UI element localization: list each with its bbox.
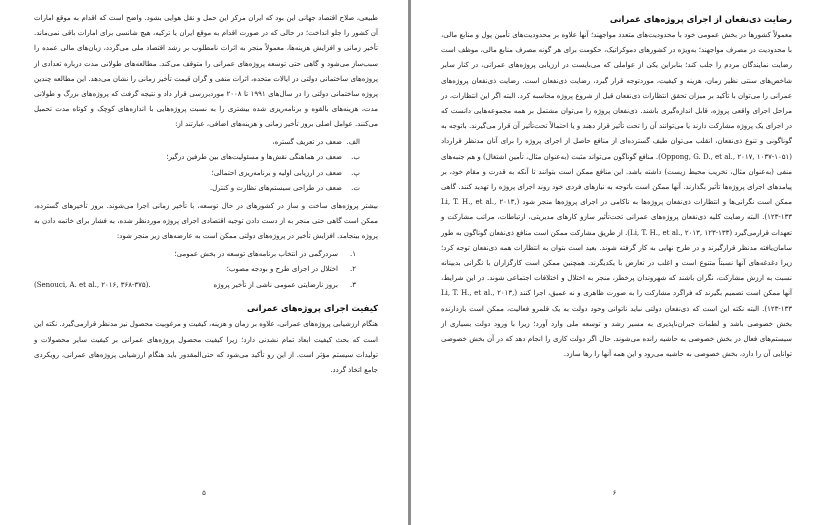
list-item-text: سردرگمی در انتخاب برنامه‌های توسعه در بخش عمومی؛ [174, 249, 338, 258]
document-page-left [0, 0, 408, 525]
list-item-text: اختلال در اجرای طرح و بودجه مصوب؛ [226, 265, 338, 274]
consequences-list [34, 247, 378, 294]
list-marker: ۳. [350, 280, 356, 289]
page-number: ۶ [612, 489, 617, 497]
list-item-text: ضعف در هماهنگی نقش‌ها و مسئولیت‌های بین طرفین درگیر؛ [166, 153, 342, 162]
list-item-text: بروز نارضایتی عمومی ناشی از تأخیر پروژه [213, 280, 338, 289]
section-heading-stakeholders: رضایت ذی‌نفعان از اجرای پروژه‌های عمرانی [609, 14, 792, 24]
list-marker: ت. [351, 184, 360, 193]
list-item [34, 181, 378, 197]
list-item [34, 135, 378, 151]
list-marker: ۱. [350, 249, 356, 258]
document-page-right [411, 0, 818, 525]
page-number: ۵ [202, 489, 206, 497]
list-item-text: ضعف در ارزیابی اولیه و برنامه‌ریزی احتمالی؛ [211, 168, 342, 177]
list-item [34, 262, 378, 278]
list-marker: پ. [351, 168, 360, 177]
delay-factors-list [34, 135, 378, 197]
citation: (Senouci, A. et al., ۲۰۱۶, ۳۶۸-۳۷۵). [34, 280, 151, 289]
list-item-text: ضعف در تعریف گستره، [272, 137, 342, 146]
paragraph-quality: هنگام ارزشیابی پروژه‌های عمرانی، علاوه بر زمان و هزینه، کیفیت و مرغوبیت محصول نیز مدنظر قرارمی‌گیرد. نکته این است که بحث کیفیت ابعاد تمام نشدنی دارد؛ زیرا کیفیت محصول پروژه‌های عمرانی بر کیفیت سایر محصولات و تولیدات سیستم مؤثر است. از این رو تأکید می‌شود که حتی‌المقدور باید هنگام ارزشیابی پروژه‌های عمرانی، رویکردی جامع اتخاذ گردد. [34, 320, 378, 374]
list-marker: ۲. [350, 265, 356, 274]
paragraph-intro: طبیعی، صلاح اقتصاد جهانی این بود که ایران مرکز این حمل و نقل هوایی بشود. واضح است که اقدام به موقع امارات آن کشور را جلو انداخت؛ در حالی که در صورت اقدام به موقع ایران یا ترکیه، هیچ شانسی برای امارات باقی نمی‌ماند. تأخیر زمانی و افزایش هزینه‌ها، معمولاً منجر به اثرات نامطلوب بر رشد اقتصاد ملی می‌گردد، زیان‌های مالی عمده را سبب‌ساز می‌شود و گاهی حتی توسعه پروژه‌های عمرانی را متوقف می‌کند. مطالعه‌های طولانی مدت درباره تعدادی از پروژه‌های ساختمانی دولتی در ایالات متحده، اثرات منفی و گران قیمت تأخیر زمانی را نشان می‌دهد. این مطالعه چندین پروژه ساختمانی دولتی را در سال‌های ۱۹۹۱ تا ۲۰۰۸ موردبررسی قرار داد و نتیجه گرفت که پروژه‌های بزرگ و طولانی مدت، هزینه‌های بالقوه و برنامه‌ریزی شده بیشتری را به نسبت پروژه‌هایی با اندازه‌های کوچک و کوتاه مدت تحمیل می‌کنند. عوامل اصلی بروز تأخیر زمانی و هزینه‌های اضافی، عبارتند از: [34, 14, 379, 129]
list-item [34, 278, 378, 294]
list-item [34, 150, 378, 166]
list-marker: الف. [346, 137, 360, 146]
paragraph-delay-consequences: بیشتر پروژه‌های ساخت و ساز در کشورهای در حال توسعه، با تأخیر زمانی اجرا می‌شوند. بروز تأخیرهای گسترده، ممکن است گاهی حتی منجر به از دست دادن توجیه اقتصادی اجرای پروژه موردنظر شده، به فشار برای خاتمه دادن به پروژه بینجامد. افزایش تأخیر در پروژه‌های دولتی ممکن است به عارضه‌های زیر منجر شود: [34, 202, 378, 241]
list-item [34, 166, 378, 182]
paragraph-stakeholders: معمولاً کشورها در بخش عمومی خود با محدودیت‌های متعدد مواجهند؛ آنها علاوه بر محدودیت‌های تأمین پول و منابع مالی، با محدودیت در مصرف مواجهند؛ به‌ویژه در کشورهای دموکراتیک، حکومت برای هر گونه مصرف منابع مالی، موظف است رضایت نمایندگان مردم را جلب کند؛ بنابراین یکی از عواملی که می‌بایست در ارزیابی پروژه‌های عمرانی، در کنار سایر شاخص‌های سنتی نظیر زمان، هزینه و کیفیت، موردتوجه قرار گیرد، رضایت ذی‌نفعان است. رضایت ذی‌نفعان پروژه‌های عمرانی را می‌توان با تأکید بر میزان تحقق انتظارات ذی‌نفعان قبل از شروع پروژه محاسبه کرد. البته اگر این انتظارات، در مراحل اجرای واقعی پروژه، قابل اندازه‌گیری باشند. ذی‌نفعان پروژه را می‌توان مشتمل بر همه مجموعه‌هایی دانست که در اجرای یک پروژه مشارکت دارند یا می‌توانند آن را تحت تأثیر قرار دهند و یا احتمالاً تحت‌تأثیر آن قرار می‌گیرند. باتوجه به گوناگونی و تنوع ذی‌نفعان، انقلب می‌توان طیف گسترده‌ای از منافع حاصل از اجرای پروژه را برای آنان مدنظر قرارداد (Oppong, G. D., et al., ۲۰۱۷, ۱۰۳۷-۱۰۵۱). منافع گوناگون می‌تواند مثبت (به‌عنوان مثال، تأمین اشتغال) و هم جنبه‌های منفی (به‌عنوان مثال، تخریب محیط زیست) داشته باشد. این منافع ممکن است بتوانند تا آنکه به قدرت و مقام خود، بر پیامدهای اجرای پروژه‌ها تأثیر بگذارند. آنها ممکن است باتوجه به نیازهای فردی خود روند اجرای پروژه را تهدید کنند. گاهی ممکن است نگرانی‌ها و انتظارات ذی‌نفعان پروژه‌ها به ناکامی در اجرای پروژه‌ها منجر شود (Li, T. H., et al., ۲۰۱۳, ۱۲۳-۱۳۳). البته رضایت کلیه ذی‌نفعان پروژه‌های عمرانی تحت‌تأثیر سازو کارهای مدیریتی، ارتباطات، مراتب مشارکت و تعهدات قرارمی‌گیرد (Li, T. H., et al., ۲۰۱۳, ۱۲۳-۱۳۳). از طریق مشارکت ممکن است منافع ذی‌نفعان گوناگون به طور سامان‌یافته مدنظر قرارگیرند و در طرح نهایی به کار گرفته شوند. بعید است بتوان به انتظارات همه ذی‌نفعان توجه کرد؛ زیرا دغدغه‌های آنها نسبتاً متنوع است و اغلب در تعارض با یکدیگرند. همچنین ممکن است کارگزاران با نگرانی بدبینانه نسبت به ارزش مشارکت، نگران باشند که شهروندان پرخطر، منجر به اختلال و اختلافات اجتماعی شوند. در این شرایط، آنها ممکن است تصمیم بگیرند که فراگرد مشارکت را به صورت ظاهری و نه عمیق، اجرا کنند (Li, T. H., et al., ۲۰۱۳, ۱۲۳-۱۳۳). البته نکته این است که ذی‌نفعان دولتی نباید ناتوانی وحود دولت به یک قلمرو فعالیت، ممکن است بازدارنده بخش خصوصی باشد و لطمات جبران‌ناپذیری به مسیر رشد و توسعه ملی وارد آورد؛ زیرا با ورود دولت بسیاری از سیستم‌های فعال در بخش خصوصی به حاشیه رانده می‌شوند. حال اگر دولت کاری را انجام دهد که در آن بخش خصوصی توانایی آن را دارد، بخش خصوصی به حاشیه می‌رود و این همه آنها را رها سازد. [441, 31, 793, 359]
section-heading-quality: کیفیت اجرای پروژه‌های عمرانی [247, 303, 378, 314]
list-marker: ب. [351, 153, 360, 162]
list-item [34, 247, 378, 263]
list-item-text: ضعف در طراحی سیستم‌های نظارت و کنترل. [209, 184, 342, 193]
